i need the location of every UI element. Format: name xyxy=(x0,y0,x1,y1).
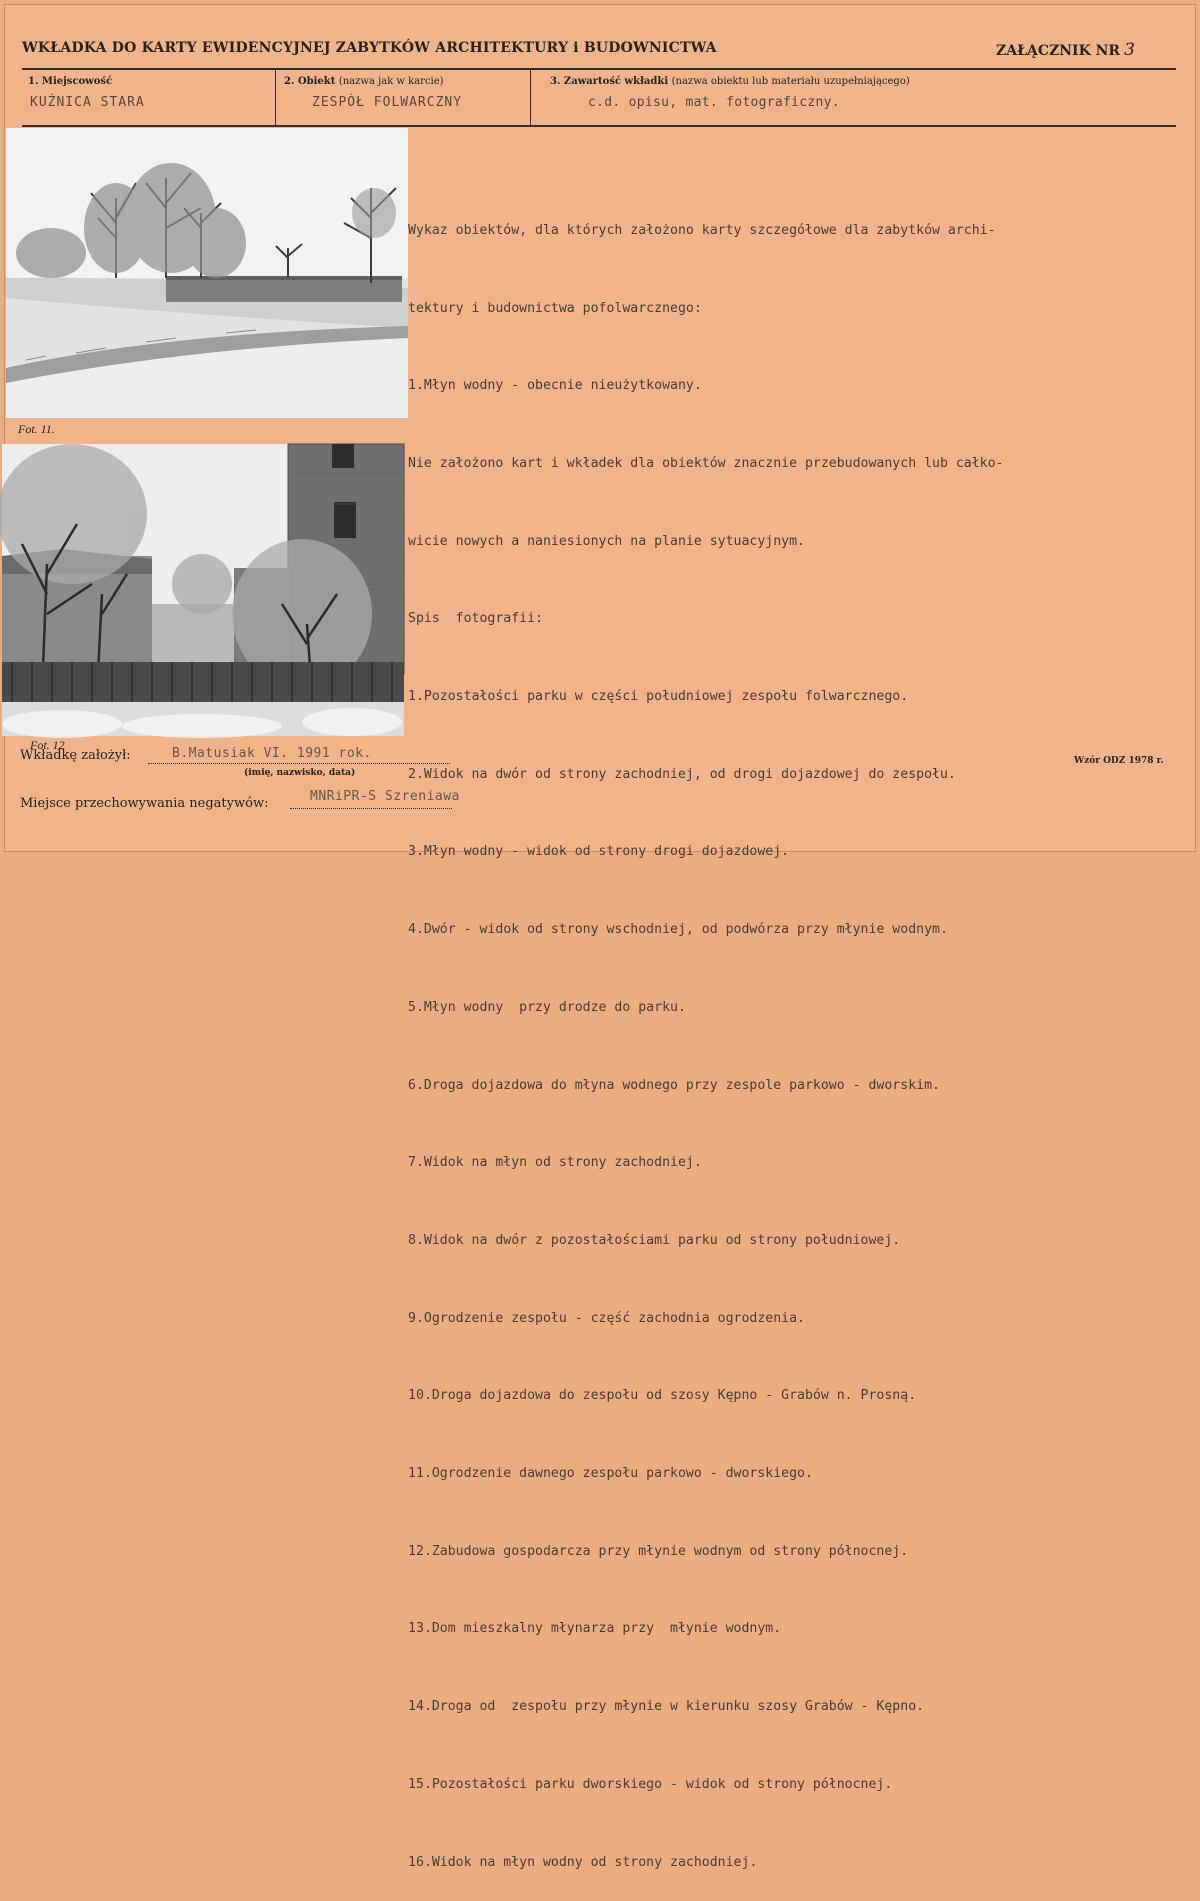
text-line: 3.Młyn wodny - widok od strony drogi dojazdowej. xyxy=(408,844,790,860)
field-value-contents: c.d. opisu, mat. fotograficzny. xyxy=(588,95,840,110)
form-reference: Wzór ODZ 1978 r. xyxy=(1074,756,1164,766)
text-line: 8.Widok na dwór z pozostałościami parku od strony południowej. xyxy=(408,1232,901,1248)
text-line: 7.Widok na młyn od strony zachodniej. xyxy=(408,1155,702,1171)
field-label-object-text: 2. Obiekt xyxy=(284,76,336,87)
text-line: Wykaz obiektów, dla których założono karty szczegółowe dla zabytków archi- xyxy=(408,222,996,238)
text-line: 5.Młyn wodny przy drodze do parku. xyxy=(408,999,686,1015)
field-label-object-hint: (nazwa jak w karcie) xyxy=(338,76,444,87)
text-line: 14.Droga od zespołu przy młynie w kierunku szosy Grabów - Kępno. xyxy=(408,1699,925,1715)
photo-11-caption: Fot. 11. xyxy=(18,422,55,436)
field-value-locality: KUŹNICA STARA xyxy=(30,95,145,110)
field-divider-1 xyxy=(275,70,276,125)
header-rule-top xyxy=(22,68,1176,70)
header-rule-bottom xyxy=(22,125,1176,127)
field-label-locality-text: 1. Miejscowość xyxy=(28,76,113,87)
photo-12 xyxy=(2,444,404,736)
description-text xyxy=(408,166,1188,1901)
text-line: 13.Dom mieszkalny młynarza przy młynie wodnym. xyxy=(408,1621,782,1637)
photo-12-caption: Fot. 12 xyxy=(30,738,65,752)
field-label-contents xyxy=(550,76,910,87)
author-hint: (imię, nazwisko, data) xyxy=(244,768,356,778)
author-dotted-line xyxy=(148,763,450,764)
text-line: 16.Widok na młyn wodny od strony zachodniej. xyxy=(408,1854,758,1870)
text-line: tektury i budownictwa pofolwarcznego: xyxy=(408,300,702,316)
text-line: wicie nowych a naniesionych na planie sytuacyjnym. xyxy=(408,533,805,549)
field-label-contents-hint: (nazwa obiektu lub materiału uzupełniającego) xyxy=(671,76,910,87)
negatives-label: Miejsce przechowywania negatywów: xyxy=(20,796,269,811)
text-line: Spis fotografii: xyxy=(408,611,543,627)
field-label-locality xyxy=(28,76,112,87)
negatives-value: MNRiPR-S Szreniawa xyxy=(310,789,460,804)
text-line: 4.Dwór - widok od strony wschodniej, od podwórza przy młynie wodnym. xyxy=(408,922,948,938)
photo-11-image xyxy=(6,128,408,418)
field-value-object: ZESPÓŁ FOLWARCZNY xyxy=(312,95,463,110)
author-label: Wkładkę założył: xyxy=(20,748,131,763)
text-line: 10.Droga dojazdowa do zespołu od szosy Kępno - Grabów n. Prosną. xyxy=(408,1388,917,1404)
text-line: 1.Młyn wodny - obecnie nieużytkowany. xyxy=(408,378,702,394)
text-line: 9.Ogrodzenie zespołu - część zachodnia ogrodzenia. xyxy=(408,1310,805,1326)
text-line: Nie założono kart i wkładek dla obiektów znacznie przebudowanych lub całko- xyxy=(408,455,1004,471)
field-label-contents-text: 3. Zawartość wkładki xyxy=(550,76,669,87)
text-line: 12.Zabudowa gospodarcza przy młynie wodnym od strony północnej. xyxy=(408,1543,909,1559)
text-line: 6.Droga dojazdowa do młyna wodnego przy zespole parkowo - dworskim. xyxy=(408,1077,940,1093)
annex-label-text: ZAŁĄCZNIK NR xyxy=(996,43,1121,59)
photo-12-image xyxy=(2,444,404,736)
annex-number: 3 xyxy=(1124,40,1135,60)
text-line: 15.Pozostałości parku dworskiego - widok od strony północnej. xyxy=(408,1776,893,1792)
negatives-dotted-line xyxy=(290,808,452,809)
form-title: WKŁADKA DO KARTY EWIDENCYJNEJ ZABYTKÓW ARCHITEKTURY i BUDOWNICTWA xyxy=(22,40,717,56)
field-label-object xyxy=(284,76,444,87)
text-line: 2.Widok na dwór od strony zachodniej, od drogi dojazdowej do zespołu. xyxy=(408,766,956,782)
text-line: 1.Pozostałości parku w części południowej zespołu folwarcznego. xyxy=(408,689,909,705)
field-divider-2 xyxy=(530,70,531,125)
photo-11 xyxy=(6,128,408,418)
author-value: B.Matusiak VI. 1991 rok. xyxy=(172,746,372,761)
text-line: 11.Ogrodzenie dawnego zespołu parkowo - dworskiego. xyxy=(408,1466,813,1482)
annex-label xyxy=(996,40,1135,60)
